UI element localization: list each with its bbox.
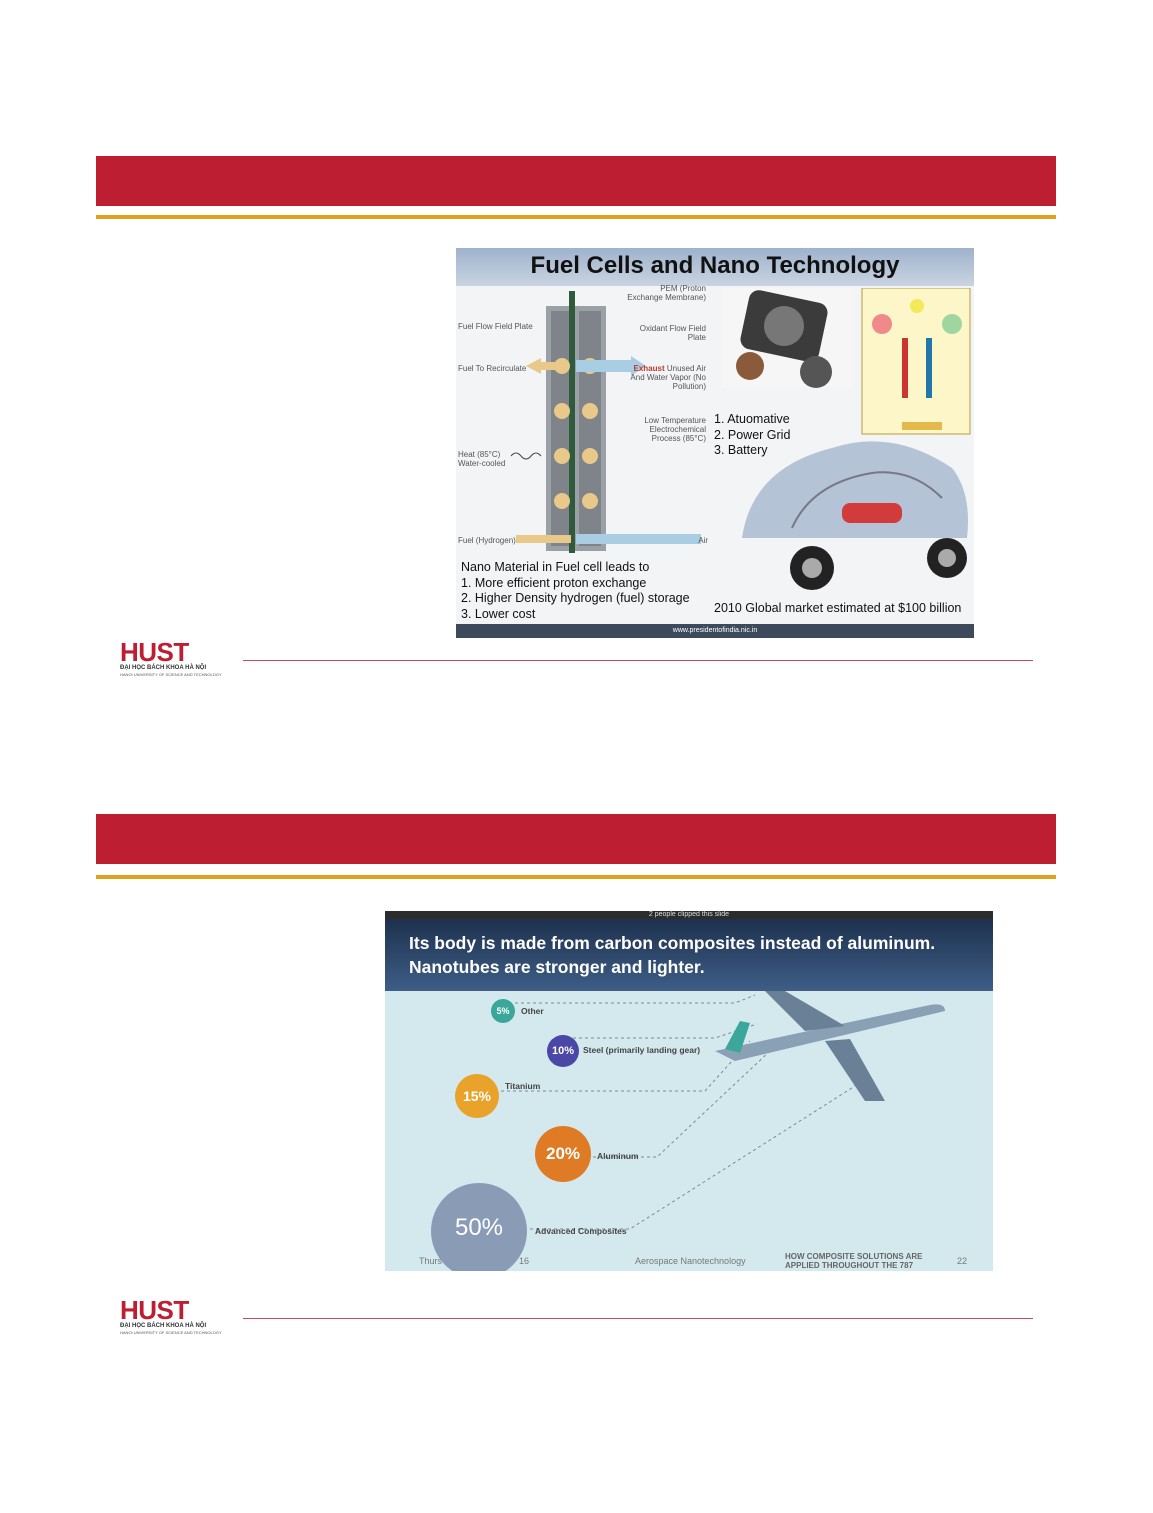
label-exhaust-rest: Unused Air And Water Vapor (No Pollution) <box>630 364 706 391</box>
label-heat: Heat (85°C) Water-cooled <box>458 450 506 468</box>
label-air: Air <box>698 536 708 545</box>
nano-point: 1. More efficient proton exchange <box>461 575 647 590</box>
label-low-temp: Low Temperature Electrochemical Process (85°C) <box>644 416 706 443</box>
clipped-banner: 2 people clipped this slide <box>385 911 993 919</box>
title-underline <box>96 875 1056 879</box>
fuel-cells-image <box>456 248 974 638</box>
nano-point: 3. Lower cost <box>461 606 536 621</box>
logo-en: HANOI UNIVERSITY OF SCIENCE AND TECHNOLOGY <box>120 1330 222 1335</box>
page-number: 22 <box>957 1256 968 1266</box>
image-source: www.presidentofindia.nic.in <box>456 624 974 638</box>
label-exhaust-word: Exhaust <box>633 364 665 373</box>
image-title: Fuel Cells and Nano Technology <box>530 252 900 279</box>
slide-2 <box>0 658 1153 1335</box>
footer-caption: HOW COMPOSITE SOLUTIONS ARE APPLIED THROUGHOUT THE 787 <box>785 1252 923 1270</box>
applications-list <box>714 412 790 459</box>
logo-vn: ĐẠI HỌC BÁCH KHOA HÀ NỘI <box>120 665 207 671</box>
airplane-fuselage <box>715 1004 945 1061</box>
aerospace-image <box>385 911 993 1271</box>
image-heading: Its body is made from carbon composites instead of aluminum. Nanotubes are stronger and lighter. <box>409 933 936 977</box>
coin <box>736 352 764 380</box>
material-label-steel: Steel (primarily landing gear) <box>583 1045 701 1055</box>
label-pem: PEM (Proton Exchange Membrane) <box>627 284 706 302</box>
nano-point: 2. Higher Density hydrogen (fuel) storage <box>461 591 690 605</box>
nano-heading: Nano Material in Fuel cell leads to <box>461 560 650 574</box>
label-fuel-hydrogen: Fuel (Hydrogen) <box>458 536 516 545</box>
label-fuel-flow: Fuel Flow Field Plate <box>458 322 533 331</box>
material-label-other: Other <box>521 1006 544 1016</box>
material-bubble-composites: 50% <box>431 1183 527 1271</box>
exhaust-arrow <box>576 360 631 372</box>
pem-membrane <box>569 291 575 553</box>
footer-date-start: Thurs <box>419 1256 443 1266</box>
application-item: 3. Battery <box>714 443 768 457</box>
material-bubble-steel: 10% <box>547 1035 579 1067</box>
material-bubble-titanium: 15% <box>455 1074 499 1118</box>
nano-material-block <box>456 560 726 622</box>
logo-vn: ĐẠI HỌC BÁCH KHOA HÀ NỘI <box>120 1323 207 1329</box>
material-label-composites: Advanced Composites <box>535 1226 627 1236</box>
label-oxidant-flow: Oxidant Flow Field Plate <box>639 324 706 342</box>
label-fuel-recirculate: Fuel To Recirculate <box>458 364 527 373</box>
footer-course: Aerospace Nanotechnology <box>635 1256 746 1266</box>
logo-word: HUST <box>120 637 189 667</box>
footer-rule <box>243 1318 1033 1319</box>
logo-word: HUST <box>120 1295 189 1325</box>
material-bubble-aluminum: 20% <box>535 1126 591 1182</box>
application-item: 2. Power Grid <box>714 427 791 442</box>
slide-title-bar <box>96 814 1056 864</box>
slide-1 <box>0 0 1153 677</box>
title-underline <box>96 215 1056 219</box>
battery-coin <box>800 356 832 388</box>
material-label-titanium: Titanium <box>505 1081 541 1091</box>
hust-logo <box>120 1295 222 1336</box>
footer-date-end: 16 <box>519 1256 530 1266</box>
label-exhaust <box>626 364 706 391</box>
material-bubble-other: 5% <box>491 999 515 1023</box>
logo-en: HANOI UNIVERSITY OF SCIENCE AND TECHNOLOGY <box>120 672 222 677</box>
slide-title-bar <box>96 156 1056 206</box>
application-item: 1. Atuomative <box>714 412 790 426</box>
airplane-wing <box>765 991 845 1031</box>
material-label-aluminum: Aluminum <box>597 1151 639 1161</box>
market-estimate: 2010 Global market estimated at $100 billion <box>714 601 962 615</box>
